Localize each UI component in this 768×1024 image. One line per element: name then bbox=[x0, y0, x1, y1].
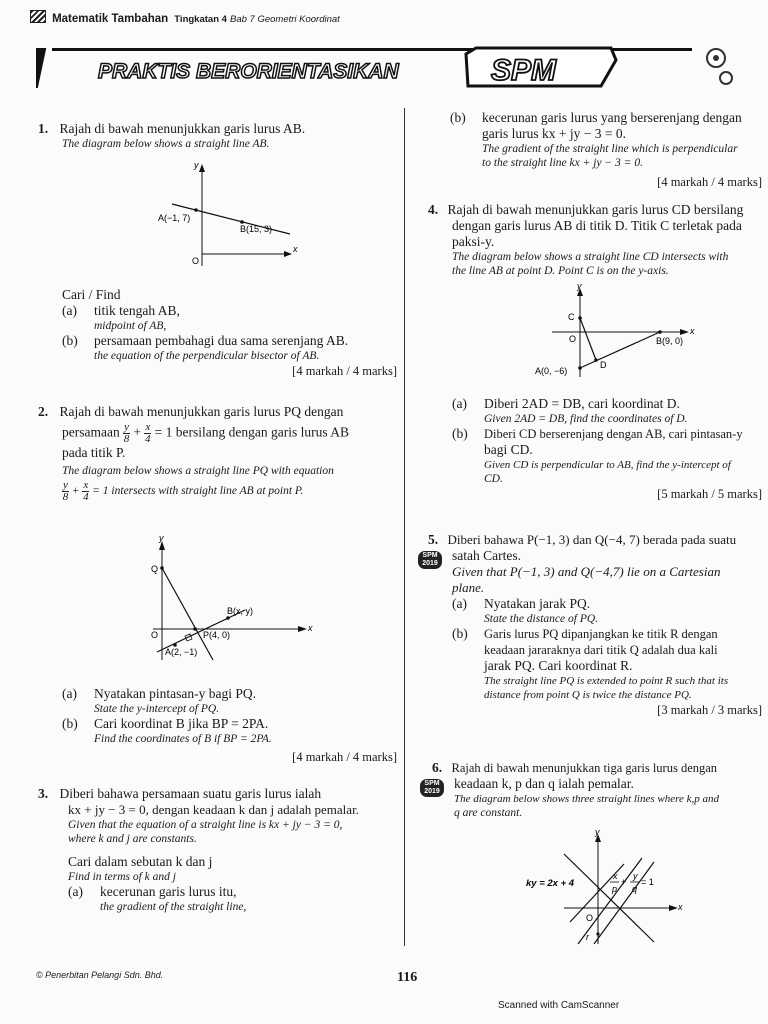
question-number: 4. bbox=[428, 202, 439, 217]
marks-label: [4 markah / 4 marks] bbox=[292, 364, 397, 378]
question-text-ms: pada titik P. bbox=[62, 445, 126, 460]
part-a-en: State the y-intercept of PQ. bbox=[94, 703, 220, 715]
question-text-en: the line AB at point D. Point C is on the y-axis. bbox=[452, 265, 669, 277]
point-c-label: C bbox=[568, 312, 575, 322]
svg-text:p: p bbox=[612, 884, 618, 894]
part-a-en: Given 2AD = DB, find the coordinates of D. bbox=[484, 413, 688, 425]
part-b-ms: Cari koordinat B jika BP = 2PA. bbox=[94, 716, 269, 731]
fraction-y-over-8: $\frac{y}{8}$ bbox=[62, 479, 69, 503]
svg-text:q: q bbox=[632, 884, 638, 894]
part-label: (b) bbox=[62, 716, 78, 731]
part-a-en: midpoint of AB, bbox=[94, 320, 167, 332]
header-subject: Matematik Tambahan bbox=[52, 13, 169, 25]
part-label: (a) bbox=[68, 884, 83, 899]
question-text-ms: paksi-y. bbox=[452, 234, 495, 249]
q1-diagram bbox=[150, 156, 300, 271]
point-a-label: A(0, −6) bbox=[535, 366, 568, 376]
axis-x-label: x bbox=[308, 623, 313, 633]
question-text-ms: Diberi bahawa persamaan suatu garis lurus ialah bbox=[59, 786, 322, 801]
question-text-en: = 1 intersects with straight line AB at point P. bbox=[92, 485, 304, 498]
page-header bbox=[30, 10, 340, 25]
part-label: (b) bbox=[452, 626, 468, 641]
question-text-en: The diagram below shows a straight line CD intersects with bbox=[452, 251, 729, 263]
svg-text:+: + bbox=[621, 877, 627, 887]
part-a-ms: Nyatakan pintasan-y bagi PQ. bbox=[94, 686, 256, 701]
part-label: (b) bbox=[452, 426, 468, 441]
question-2 bbox=[38, 404, 398, 503]
gear-icon bbox=[707, 49, 732, 84]
axis-y-label: y bbox=[577, 282, 582, 291]
part-a-en: the gradient of the straight line, bbox=[100, 901, 247, 913]
plus-sign: + bbox=[71, 485, 80, 498]
part-b-en: distance from point Q is twice the distance PQ. bbox=[484, 689, 692, 701]
question-text-ms: Rajah di bawah menunjukkan tiga garis lurus dengan bbox=[451, 761, 718, 775]
part-b-ms: keadaan jararaknya dari titik Q adalah dua kali bbox=[484, 643, 718, 657]
question-5 bbox=[428, 532, 762, 718]
question-text-en: Given that the equation of a straight line is kx + jy − 3 = 0, bbox=[68, 819, 343, 831]
plus-sign: + bbox=[133, 424, 141, 440]
axis-y-label: y bbox=[159, 533, 164, 543]
find-label: Cari / Find bbox=[62, 287, 121, 302]
question-text-ms: = 1 bersilang dengan garis lurus AB bbox=[154, 424, 349, 440]
point-p-label: P(4, 0) bbox=[203, 630, 231, 640]
r-label: r bbox=[586, 932, 589, 942]
origin-label: O bbox=[151, 630, 159, 640]
book-icon bbox=[30, 10, 46, 23]
spm-2019-badge: SPM 2019 bbox=[420, 779, 444, 797]
page-number: 116 bbox=[397, 970, 418, 985]
part-b-en: to the straight line kx + jy − 3 = 0. bbox=[482, 157, 643, 169]
origin-label: O bbox=[192, 256, 200, 266]
fraction-x-over-4: $\frac{x}{4}$ bbox=[83, 479, 89, 503]
svg-text:y: y bbox=[633, 871, 638, 881]
question-text-en: plane. bbox=[452, 580, 485, 595]
header-chapter: Bab 7 Geometri Koordinat bbox=[229, 14, 340, 25]
point-q-label: Q bbox=[151, 564, 159, 574]
line-equation-2 bbox=[610, 871, 654, 894]
part-b-ms: kecerunan garis lurus yang berserenjang dengan bbox=[482, 110, 742, 125]
question-text-en: q are constant. bbox=[454, 807, 523, 819]
question-text-en: The diagram below shows three straight lines where k,p and bbox=[454, 793, 720, 805]
part-a-ms: Nyatakan jarak PQ. bbox=[484, 596, 591, 611]
question-text-ms: dengan garis lurus AB di titik D. Titik C terletak pada bbox=[452, 218, 742, 233]
q4-parts bbox=[452, 396, 762, 502]
part-b-en: The straight line PQ is extended to point R such that its bbox=[484, 675, 729, 687]
spm-2019-badge: SPM 2019 bbox=[418, 551, 442, 569]
part-b-ms: jarak PQ. Cari koordinat R. bbox=[484, 658, 633, 673]
question-text-en: The diagram below shows a straight line PQ with equation bbox=[62, 465, 334, 477]
part-label: (b) bbox=[62, 333, 78, 348]
marks-label: [4 markah / 4 marks] bbox=[657, 175, 762, 189]
marks-label: [5 markah / 5 marks] bbox=[657, 487, 762, 501]
part-b-ms: Diberi CD berserenjang dengan AB, cari pintasan-y bbox=[484, 427, 743, 441]
q4-diagram bbox=[530, 282, 710, 382]
find-label: Cari dalam sebutan k dan j bbox=[68, 854, 213, 869]
question-text-ms: kx + jy − 3 = 0, dengan keadaan k dan j adalah pemalar. bbox=[68, 802, 359, 817]
origin-label: O bbox=[586, 913, 594, 923]
question-number: 2. bbox=[38, 404, 49, 419]
section-banner bbox=[36, 40, 736, 92]
q3-part-b bbox=[450, 110, 762, 190]
question-6 bbox=[432, 760, 762, 820]
fraction-y-over-8: $\frac{y}{8}$ bbox=[123, 421, 130, 445]
part-label: (a) bbox=[62, 303, 77, 318]
point-d-label: D bbox=[600, 360, 607, 370]
part-a-ms: Diberi 2AD = DB, cari koordinat D. bbox=[484, 396, 680, 411]
part-b-ms: garis lurus kx + jy − 3 = 0. bbox=[482, 126, 626, 141]
q6-diagram bbox=[524, 826, 694, 946]
part-b-en: the equation of the perpendicular bisector of AB. bbox=[94, 350, 320, 362]
axis-x-label: x bbox=[678, 902, 683, 912]
question-text-ms: keadaan k, p dan q ialah pemalar. bbox=[454, 776, 634, 791]
part-label: (a) bbox=[62, 686, 77, 701]
question-number: 6. bbox=[432, 760, 443, 775]
question-text-ms: satah Cartes. bbox=[452, 548, 521, 563]
q1-parts bbox=[62, 287, 397, 379]
part-b-en: Find the coordinates of B if BP = 2PA. bbox=[94, 733, 272, 745]
question-text-en: where k and j are constants. bbox=[68, 833, 197, 845]
column-divider bbox=[404, 108, 405, 946]
question-number: 5. bbox=[428, 532, 439, 547]
question-text-ms: Diberi bahawa P(−1, 3) dan Q(−4, 7) berada pada suatu bbox=[447, 532, 737, 547]
part-label: (a) bbox=[452, 596, 467, 611]
part-b-ms: bagi CD. bbox=[484, 442, 533, 457]
q2-diagram bbox=[135, 532, 325, 667]
banner-spm: SPM bbox=[491, 54, 557, 87]
point-b-label: B(9, 0) bbox=[656, 336, 684, 346]
question-text-en: Given that P(−1, 3) and Q(−4,7) lie on a Cartesian bbox=[452, 564, 721, 579]
question-text-ms: persamaan bbox=[62, 424, 120, 440]
point-b-label: B(15, 3) bbox=[240, 224, 273, 234]
part-b-ms: persamaan pembahagi dua sama serenjang AB. bbox=[94, 333, 349, 348]
part-label: (b) bbox=[450, 110, 466, 125]
axis-y-label: y bbox=[194, 160, 199, 170]
question-1 bbox=[38, 121, 398, 151]
svg-text:x: x bbox=[613, 871, 618, 881]
question-4 bbox=[428, 202, 762, 278]
part-label: (a) bbox=[452, 396, 467, 411]
line-equation-1: ky = 2x + 4 bbox=[526, 878, 575, 889]
marks-label: [3 markah / 3 marks] bbox=[657, 703, 762, 717]
question-number: 3. bbox=[38, 786, 49, 801]
question-3 bbox=[38, 786, 398, 914]
header-form: Tingkatan 4 bbox=[174, 14, 227, 25]
point-a-label: A(−1, 7) bbox=[158, 213, 191, 223]
point-a-label: A(2, −1) bbox=[165, 647, 198, 657]
axis-y-label: y bbox=[595, 827, 600, 837]
part-b-en: Given CD is perpendicular to AB, find the y-intercept of bbox=[484, 459, 731, 471]
find-label-en: Find in terms of k and j bbox=[68, 871, 176, 883]
svg-text:= 1: = 1 bbox=[641, 877, 654, 887]
part-a-ms: titik tengah AB, bbox=[94, 303, 180, 318]
question-number: 1. bbox=[38, 121, 49, 136]
question-text-ms: Rajah di bawah menunjukkan garis lurus CD bersilang bbox=[447, 202, 744, 217]
axis-x-label: x bbox=[690, 326, 695, 336]
origin-label: O bbox=[569, 334, 577, 344]
question-text-ms: Rajah di bawah menunjukkan garis lurus AB. bbox=[59, 121, 306, 136]
part-b-en: CD. bbox=[484, 473, 503, 485]
publisher-credit: © Penerbitan Pelangi Sdn. Bhd. bbox=[36, 970, 164, 980]
question-text-ms: Rajah di bawah menunjukkan garis lurus PQ dengan bbox=[59, 404, 344, 419]
part-b-en: The gradient of the straight line which is perpendicular bbox=[482, 143, 738, 155]
q2-parts bbox=[62, 686, 397, 765]
part-a-ms: kecerunan garis lurus itu, bbox=[100, 884, 237, 899]
question-text-en: The diagram below shows a straight line AB. bbox=[62, 138, 270, 150]
scanner-watermark: Scanned with CamScanner bbox=[498, 1000, 620, 1011]
part-b-ms: Garis lurus PQ dipanjangkan ke titik R dengan bbox=[484, 627, 718, 641]
marks-label: [4 markah / 4 marks] bbox=[292, 750, 397, 764]
point-b-label: B(x, y) bbox=[227, 606, 253, 616]
fraction-x-over-4: $\frac{x}{4}$ bbox=[145, 421, 151, 445]
part-a-en: State the distance of PQ. bbox=[484, 613, 599, 625]
axis-x-label: x bbox=[293, 244, 298, 254]
banner-title: PRAKTIS BERORIENTASIKAN bbox=[98, 60, 399, 83]
